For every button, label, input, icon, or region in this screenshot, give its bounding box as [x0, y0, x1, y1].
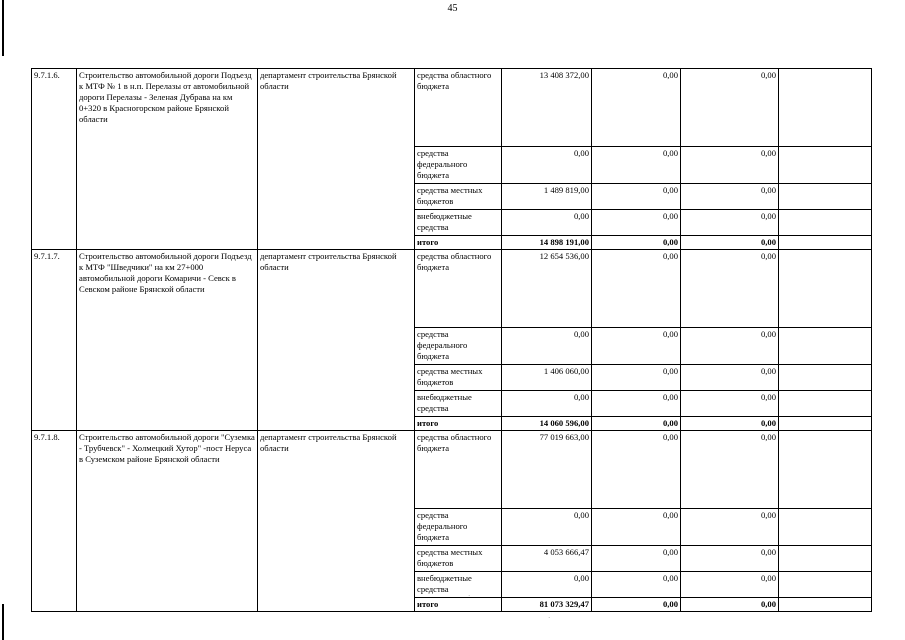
amount-col-2: 0,00 — [592, 69, 681, 147]
amount-col-1: 4 053 666,47 — [502, 546, 592, 572]
amount-col-2: 0,00 — [592, 391, 681, 417]
amount-col-3: 0,00 — [681, 250, 779, 328]
amount-col-3: 0,00 — [681, 69, 779, 147]
item-title: Строительство автомобильной дороги "Суземка - Трубчевск" - Холмецкий Хутор" -пост Неруса в Суземском районе Брянской области — [77, 431, 258, 612]
amount-col-1: 1 406 060,00 — [502, 365, 592, 391]
table-row — [32, 250, 872, 328]
empty-cell — [779, 391, 872, 417]
item-title: Строительство автомобильной дороги Подъезд к МТФ "Шведчики" на км 27+000 автомобильной дороги Комаричи - Севск в Севском районе Брянской области — [77, 250, 258, 431]
amount-col-2: 0,00 — [592, 250, 681, 328]
item-executor: департамент строительства Брянской области — [258, 250, 415, 431]
amount-col-3: 0,00 — [681, 147, 779, 184]
amount-col-2: 0,00 — [592, 546, 681, 572]
funding-source: средства местных бюджетов — [415, 184, 502, 210]
empty-cell — [779, 572, 872, 598]
amount-col-2: 0,00 — [592, 598, 681, 612]
empty-cell — [779, 210, 872, 236]
amount-col-1: 14 060 596,00 — [502, 417, 592, 431]
amount-col-2: 0,00 — [592, 431, 681, 509]
amount-col-1: 12 654 536,00 — [502, 250, 592, 328]
funding-source: внебюджетные средства — [415, 210, 502, 236]
amount-col-2: 0,00 — [592, 184, 681, 210]
item-code: 9.7.1.7. — [32, 250, 77, 431]
empty-cell — [779, 598, 872, 612]
empty-cell — [779, 546, 872, 572]
amount-col-2: 0,00 — [592, 328, 681, 365]
funding-source: внебюджетные средства — [415, 391, 502, 417]
scan-speck: · — [468, 592, 471, 600]
amount-col-1: 81 073 329,47 — [502, 598, 592, 612]
amount-col-3: 0,00 — [681, 431, 779, 509]
empty-cell — [779, 328, 872, 365]
total-label: итого — [415, 236, 502, 250]
amount-col-1: 0,00 — [502, 210, 592, 236]
amount-col-3: 0,00 — [681, 236, 779, 250]
funding-source: средства местных бюджетов — [415, 546, 502, 572]
amount-col-1: 1 489 819,00 — [502, 184, 592, 210]
empty-cell — [779, 69, 872, 147]
funding-source: средства областного бюджета — [415, 431, 502, 509]
amount-col-2: 0,00 — [592, 509, 681, 546]
amount-col-1: 0,00 — [502, 572, 592, 598]
funding-source: средства федерального бюджета — [415, 509, 502, 546]
amount-col-1: 14 898 191,00 — [502, 236, 592, 250]
amount-col-3: 0,00 — [681, 546, 779, 572]
scan-speck: · — [548, 614, 551, 622]
item-executor: департамент строительства Брянской области — [258, 69, 415, 250]
amount-col-3: 0,00 — [681, 417, 779, 431]
page-number: 45 — [447, 3, 458, 14]
empty-cell — [779, 184, 872, 210]
amount-col-3: 0,00 — [681, 391, 779, 417]
total-label: итого — [415, 417, 502, 431]
amount-col-1: 0,00 — [502, 328, 592, 365]
funding-source: внебюджетные средства — [415, 572, 502, 598]
amount-col-3: 0,00 — [681, 365, 779, 391]
empty-cell — [779, 431, 872, 509]
empty-cell — [779, 509, 872, 546]
item-executor: департамент строительства Брянской области — [258, 431, 415, 612]
amount-col-3: 0,00 — [681, 210, 779, 236]
amount-col-3: 0,00 — [681, 572, 779, 598]
amount-col-3: 0,00 — [681, 598, 779, 612]
amount-col-1: 0,00 — [502, 391, 592, 417]
empty-cell — [779, 417, 872, 431]
item-code: 9.7.1.6. — [32, 69, 77, 250]
item-code: 9.7.1.8. — [32, 431, 77, 612]
funding-source: средства федерального бюджета — [415, 147, 502, 184]
amount-col-3: 0,00 — [681, 509, 779, 546]
amount-col-2: 0,00 — [592, 572, 681, 598]
amount-col-3: 0,00 — [681, 184, 779, 210]
amount-col-3: 0,00 — [681, 328, 779, 365]
left-edge-mark-top — [2, 0, 4, 56]
funding-source: средства местных бюджетов — [415, 365, 502, 391]
left-edge-mark-bottom — [2, 604, 4, 640]
amount-col-2: 0,00 — [592, 417, 681, 431]
amount-col-2: 0,00 — [592, 365, 681, 391]
amount-col-2: 0,00 — [592, 236, 681, 250]
table-row — [32, 431, 872, 509]
empty-cell — [779, 236, 872, 250]
total-label: итого — [415, 598, 502, 612]
item-title: Строительство автомобильной дороги Подъезд к МТФ № 1 в н.п. Перелазы от автомобильной дороги Перелазы - Зеленая Дубрава на км 0+320 в Красногорском районе Брянской области — [77, 69, 258, 250]
amount-col-2: 0,00 — [592, 147, 681, 184]
funding-source: средства областного бюджета — [415, 250, 502, 328]
empty-cell — [779, 365, 872, 391]
amount-col-2: 0,00 — [592, 210, 681, 236]
amount-col-1: 0,00 — [502, 147, 592, 184]
funding-source: средства областного бюджета — [415, 69, 502, 147]
amount-col-1: 0,00 — [502, 509, 592, 546]
budget-table — [31, 68, 872, 612]
table-row — [32, 69, 872, 147]
funding-source: средства федерального бюджета — [415, 328, 502, 365]
amount-col-1: 77 019 663,00 — [502, 431, 592, 509]
empty-cell — [779, 147, 872, 184]
amount-col-1: 13 408 372,00 — [502, 69, 592, 147]
empty-cell — [779, 250, 872, 328]
